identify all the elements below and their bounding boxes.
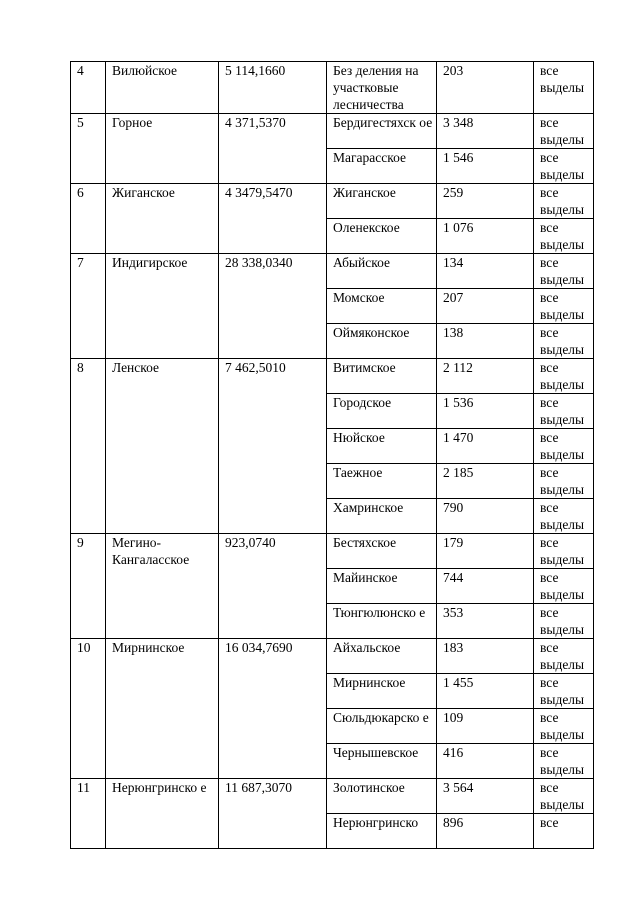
subdistrict-note: все выделы — [534, 639, 594, 674]
forestry-table — [70, 61, 594, 849]
district-area: 4 371,5370 — [219, 114, 327, 184]
district-name: Ленское — [106, 359, 219, 534]
subdistrict-name: Бердигестяхск ое — [327, 114, 437, 149]
subdistrict-note: все выделы — [534, 114, 594, 149]
district-name: Мегино-Кангаласское — [106, 534, 219, 639]
subdistrict-count: 790 — [437, 499, 534, 534]
subdistrict-note: все выделы — [534, 62, 594, 114]
subdistrict-count: 138 — [437, 324, 534, 359]
subdistrict-note: все выделы — [534, 604, 594, 639]
subdistrict-count: 2 185 — [437, 464, 534, 499]
subdistrict-note: все выделы — [534, 709, 594, 744]
subdistrict-count: 1 546 — [437, 149, 534, 184]
subdistrict-note: все выделы — [534, 254, 594, 289]
subdistrict-name: Хамринское — [327, 499, 437, 534]
table-row — [71, 114, 594, 149]
subdistrict-name: Абыйское — [327, 254, 437, 289]
subdistrict-note: все — [534, 814, 594, 849]
subdistrict-name: Сюльдюкарско е — [327, 709, 437, 744]
subdistrict-name: Чернышевское — [327, 744, 437, 779]
subdistrict-count: 109 — [437, 709, 534, 744]
subdistrict-note: все выделы — [534, 394, 594, 429]
table-row — [71, 254, 594, 289]
subdistrict-note: все выделы — [534, 499, 594, 534]
subdistrict-count: 207 — [437, 289, 534, 324]
district-number: 9 — [71, 534, 106, 639]
forestry-table-body — [71, 62, 594, 849]
subdistrict-count: 203 — [437, 62, 534, 114]
subdistrict-count: 2 112 — [437, 359, 534, 394]
district-area: 16 034,7690 — [219, 639, 327, 779]
district-number: 7 — [71, 254, 106, 359]
subdistrict-name: Оленекское — [327, 219, 437, 254]
table-row — [71, 359, 594, 394]
district-area: 11 687,3070 — [219, 779, 327, 849]
subdistrict-note: все выделы — [534, 429, 594, 464]
district-area: 5 114,1660 — [219, 62, 327, 114]
subdistrict-count: 259 — [437, 184, 534, 219]
district-name: Индигирское — [106, 254, 219, 359]
subdistrict-count: 134 — [437, 254, 534, 289]
subdistrict-note: все выделы — [534, 464, 594, 499]
district-area: 7 462,5010 — [219, 359, 327, 534]
district-name: Вилюйское — [106, 62, 219, 114]
subdistrict-note: все выделы — [534, 289, 594, 324]
subdistrict-count: 896 — [437, 814, 534, 849]
subdistrict-name: Бестяхское — [327, 534, 437, 569]
subdistrict-note: все выделы — [534, 674, 594, 709]
subdistrict-count: 744 — [437, 569, 534, 604]
district-name: Горное — [106, 114, 219, 184]
district-number: 4 — [71, 62, 106, 114]
subdistrict-count: 1 455 — [437, 674, 534, 709]
subdistrict-name: Витимское — [327, 359, 437, 394]
subdistrict-count: 183 — [437, 639, 534, 674]
district-area: 4 3479,5470 — [219, 184, 327, 254]
district-number: 5 — [71, 114, 106, 184]
subdistrict-note: все выделы — [534, 359, 594, 394]
district-name: Мирнинское — [106, 639, 219, 779]
subdistrict-note: все выделы — [534, 184, 594, 219]
subdistrict-count: 3 348 — [437, 114, 534, 149]
district-area: 28 338,0340 — [219, 254, 327, 359]
subdistrict-name: Таежное — [327, 464, 437, 499]
subdistrict-name: Городское — [327, 394, 437, 429]
district-number: 11 — [71, 779, 106, 849]
subdistrict-count: 1 076 — [437, 219, 534, 254]
subdistrict-note: все выделы — [534, 569, 594, 604]
district-name: Жиганское — [106, 184, 219, 254]
subdistrict-note: все выделы — [534, 779, 594, 814]
subdistrict-name: Оймяконское — [327, 324, 437, 359]
subdistrict-name: Айхальское — [327, 639, 437, 674]
subdistrict-note: все выделы — [534, 219, 594, 254]
subdistrict-name: Магарасское — [327, 149, 437, 184]
district-name: Нерюнгринско е — [106, 779, 219, 849]
subdistrict-name: Нюйское — [327, 429, 437, 464]
subdistrict-count: 1 536 — [437, 394, 534, 429]
subdistrict-name: Без деления на участковые лесничества — [327, 62, 437, 114]
subdistrict-name: Майинское — [327, 569, 437, 604]
subdistrict-name: Мирнинское — [327, 674, 437, 709]
district-number: 6 — [71, 184, 106, 254]
subdistrict-count: 1 470 — [437, 429, 534, 464]
subdistrict-count: 179 — [437, 534, 534, 569]
subdistrict-name: Жиганское — [327, 184, 437, 219]
subdistrict-name: Нерюнгринско — [327, 814, 437, 849]
subdistrict-note: все выделы — [534, 534, 594, 569]
table-row — [71, 62, 594, 114]
district-number: 8 — [71, 359, 106, 534]
subdistrict-count: 3 564 — [437, 779, 534, 814]
table-row — [71, 639, 594, 674]
table-row — [71, 184, 594, 219]
subdistrict-name: Тюнгюлюнско е — [327, 604, 437, 639]
subdistrict-name: Момское — [327, 289, 437, 324]
subdistrict-count: 416 — [437, 744, 534, 779]
table-row — [71, 534, 594, 569]
subdistrict-count: 353 — [437, 604, 534, 639]
subdistrict-name: Золотинское — [327, 779, 437, 814]
table-row — [71, 779, 594, 814]
subdistrict-note: все выделы — [534, 324, 594, 359]
district-area: 923,0740 — [219, 534, 327, 639]
subdistrict-note: все выделы — [534, 149, 594, 184]
subdistrict-note: все выделы — [534, 744, 594, 779]
district-number: 10 — [71, 639, 106, 779]
